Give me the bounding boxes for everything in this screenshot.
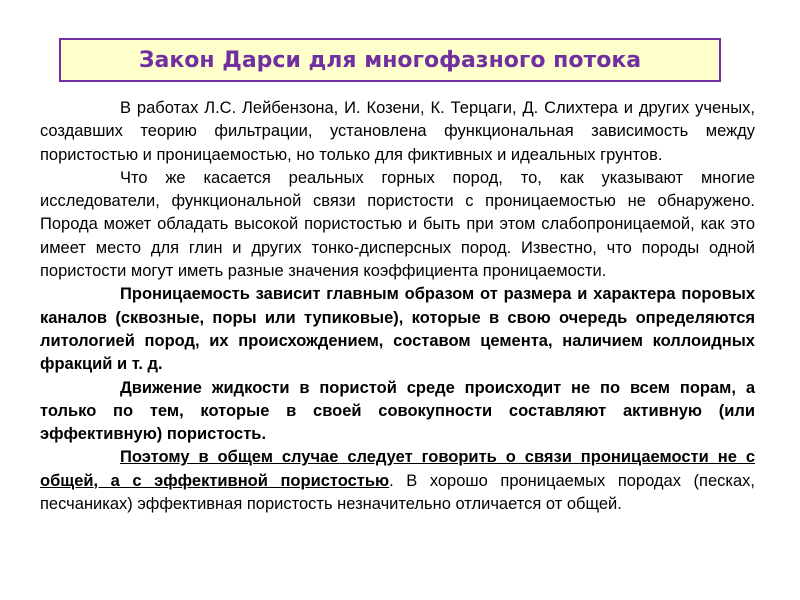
- paragraph-5: [40, 446, 755, 516]
- paragraph-5-emphasis: Поэтому в общем случае следует говорить о связи проницаемости не с общей, а с эффективной пористостью: [40, 448, 755, 490]
- paragraph-2: Что же касается реальных горных пород, то, как указывают многие исследователи, функциональной связи пористости с проницаемостью не обнаружено. Порода может обладать высокой пористостью и быть при этом слабопроницаемой, как это имеет место для глин и других тонко-дисперсных пород. Известно, что породы одной пористости могут иметь разные значения коэффициента проницаемости.: [40, 168, 755, 281]
- paragraph-3: Проницаемость зависит главным образом от размера и характера поровых каналов (сквозные, поры или тупиковые), которые в свою очередь определяются литологией пород, их происхождением, составом цемента, наличием коллоидных фракций и т. д.: [40, 285, 755, 374]
- paragraph-5-rest: . В хорошо проницаемых породах (песках, песчаниках) эффективная пористость незначительно отличается от общей.: [40, 471, 755, 514]
- paragraph-4: Движение жидкости в пористой среде происходит не по всем порам, а только по тем, которые в своей совокупности составляют активную (или эффективную) пористость.: [40, 378, 755, 444]
- body-text: [40, 97, 755, 516]
- title-box: [59, 38, 721, 82]
- paragraph-1: В работах Л.С. Лейбензона, И. Козени, К. Терцаги, Д. Слихтера и других ученых, создавших теорию фильтрации, установлена функциональная зависимость между пористостью и проницаемостью, но только для фиктивных и идеальных грунтов.: [40, 99, 755, 164]
- slide-title: Закон Дарси для многофазного потока: [138, 47, 642, 73]
